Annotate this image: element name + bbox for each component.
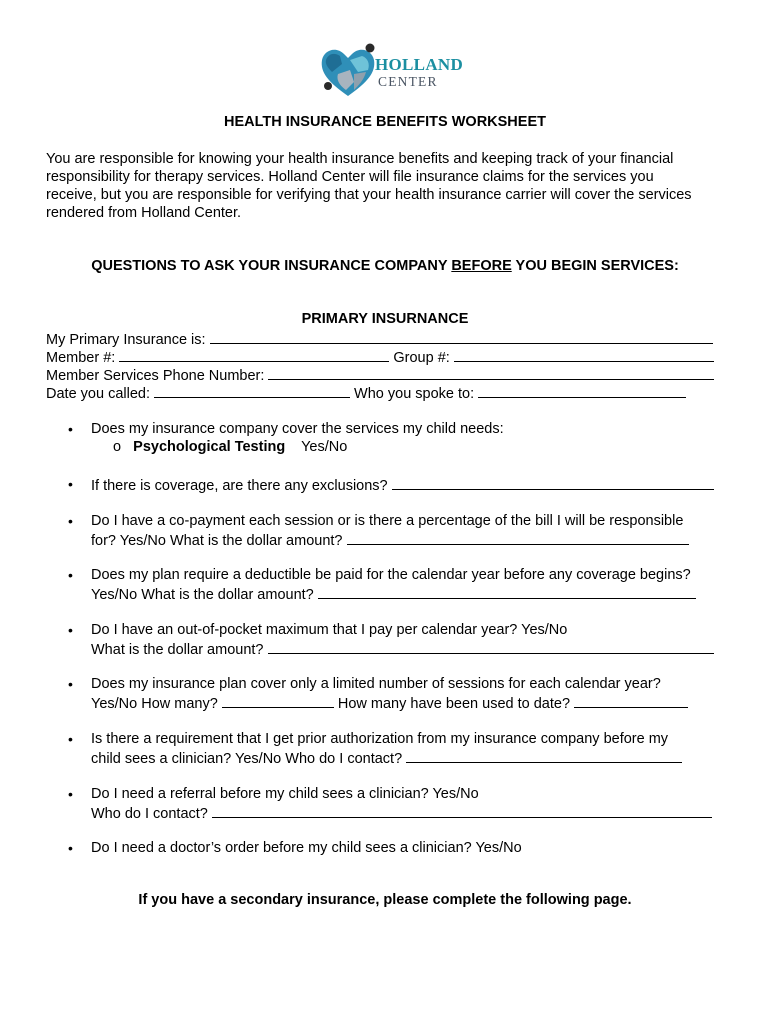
sessions-used-field[interactable] — [574, 693, 688, 708]
question-text: How many have been used to date? — [337, 696, 571, 712]
intro-paragraph — [46, 150, 736, 222]
questions-heading — [0, 258, 770, 274]
question-text: Do I have an out-of-pocket maximum that I pay per calendar year? Yes/No — [91, 622, 568, 638]
group-label: Group #: — [393, 350, 450, 366]
deductible-amount-field[interactable] — [318, 584, 696, 599]
phone-row — [46, 365, 714, 385]
sub-item-psychological-testing — [113, 438, 347, 456]
question-text: Yes/No How many? — [91, 696, 218, 712]
bullet-icon: • — [68, 676, 73, 692]
primary-insurance-heading: PRIMARY INSURNANCE — [301, 311, 469, 327]
bullet-icon: • — [68, 476, 73, 492]
exclusions-field[interactable] — [392, 475, 714, 490]
question-text: Yes/No What is the dollar amount? — [91, 587, 314, 603]
questions-heading-part: YOU BEGIN SERVICES: — [511, 258, 679, 274]
logo-text-center: CENTER — [378, 74, 438, 89]
member-number-field[interactable] — [119, 347, 389, 362]
out-of-pocket-amount-field[interactable] — [268, 639, 714, 654]
member-label: Member #: — [46, 350, 116, 366]
question-text: Does my insurance company cover the services my child needs: — [91, 421, 504, 437]
intro-line: receive, but you are responsible for verifying that your health insurance carrier will cover the services — [46, 187, 692, 203]
holland-center-logo — [318, 42, 464, 100]
primary-insurance-field[interactable] — [210, 329, 713, 344]
question-text: Do I need a referral before my child sees a clinician? Yes/No — [91, 786, 479, 802]
date-called-field[interactable] — [154, 383, 350, 398]
logo-text-holland: HOLLAND — [375, 55, 464, 74]
intro-line: You are responsible for knowing your health insurance benefits and keeping track of your financial — [46, 151, 674, 167]
page-title: HEALTH INSURANCE BENEFITS WORKSHEET — [224, 114, 546, 130]
bullet-icon: • — [68, 513, 73, 529]
question-text: Is there a requirement that I get prior authorization from my insurance company before my — [91, 731, 669, 747]
question-text: child sees a clinician? Yes/No Who do I contact? — [91, 751, 403, 767]
bullet-icon: • — [68, 840, 73, 856]
copay-amount-field[interactable] — [347, 530, 689, 545]
who-spoke-label: Who you spoke to: — [354, 386, 475, 402]
bullet-icon: • — [68, 421, 73, 437]
secondary-insurance-note: If you have a secondary insurance, please complete the following page. — [138, 892, 632, 908]
date-who-row — [46, 383, 686, 403]
session-count-field[interactable] — [222, 693, 334, 708]
question-text: Do I need a doctor’s order before my child sees a clinician? Yes/No — [91, 840, 522, 856]
intro-line: responsibility for therapy services. Holland Center will file insurance claims for the services you — [46, 169, 654, 185]
authorization-contact-field[interactable] — [406, 748, 682, 763]
service-name: Psychological Testing — [133, 439, 286, 455]
question-text: If there is coverage, are there any exclusions? — [91, 478, 388, 494]
date-called-label: Date you called: — [46, 386, 150, 402]
yes-no-option[interactable]: Yes/No — [301, 439, 348, 455]
primary-insurance-row — [46, 329, 713, 349]
bullet-icon: • — [68, 622, 73, 638]
question-text: What is the dollar amount? — [91, 642, 264, 658]
question-text: Do I have a co-payment each session or is there a percentage of the bill I will be responsible — [91, 513, 684, 529]
question-line — [91, 584, 696, 604]
question-text: Does my plan require a deductible be paid for the calendar year before any coverage begins? — [91, 567, 691, 583]
phone-number-field[interactable] — [268, 365, 714, 380]
question-text: Does my insurance plan cover only a limited number of sessions for each calendar year? — [91, 676, 661, 692]
bullet-icon: • — [68, 567, 73, 583]
question-text: for? Yes/No What is the dollar amount? — [91, 533, 343, 549]
heart-puzzle-icon — [318, 42, 378, 100]
intro-line: rendered from Holland Center. — [46, 205, 242, 221]
question-line — [91, 748, 682, 768]
phone-label: Member Services Phone Number: — [46, 368, 265, 384]
question-line — [91, 693, 688, 713]
questions-heading-emphasis: BEFORE — [451, 258, 512, 274]
questions-heading-part: QUESTIONS TO ASK YOUR INSURANCE COMPANY — [91, 258, 452, 274]
question-line — [91, 475, 714, 495]
circle-bullet-icon: o — [113, 439, 122, 455]
primary-insurance-label: My Primary Insurance is: — [46, 332, 206, 348]
bullet-icon: • — [68, 731, 73, 747]
group-number-field[interactable] — [454, 347, 714, 362]
question-line — [91, 639, 714, 659]
question-line — [91, 803, 712, 823]
question-line — [91, 530, 689, 550]
member-group-row — [46, 347, 714, 367]
who-spoke-field[interactable] — [478, 383, 686, 398]
referral-contact-field[interactable] — [212, 803, 712, 818]
question-text: Who do I contact? — [91, 806, 208, 822]
bullet-icon: • — [68, 786, 73, 802]
